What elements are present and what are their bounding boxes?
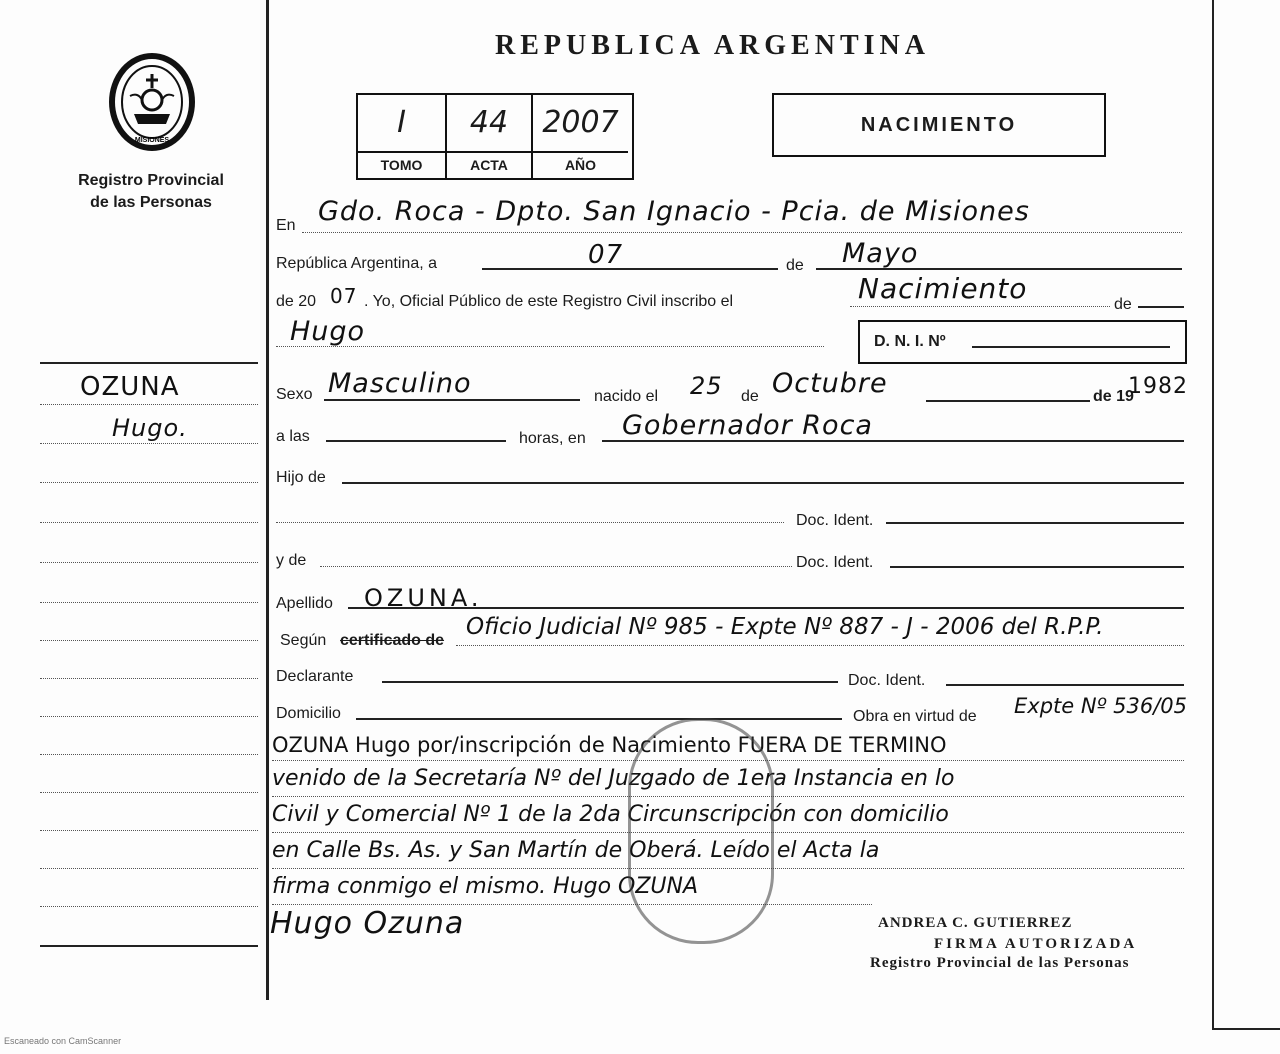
en-label: En bbox=[276, 217, 296, 234]
side-surname: OZUNA bbox=[80, 372, 180, 402]
inscribo-line bbox=[850, 306, 1110, 307]
segun-label: Según bbox=[280, 632, 327, 649]
anio-cell bbox=[533, 95, 628, 178]
de-line-2 bbox=[1138, 306, 1184, 308]
hijo-label: Hijo de bbox=[276, 469, 326, 486]
domicilio-label: Domicilio bbox=[276, 705, 341, 722]
tomo-value: I bbox=[397, 105, 406, 140]
scanner-note: Escaneado con CamScanner bbox=[4, 1036, 122, 1046]
dni-label: D. N. I. Nº bbox=[874, 333, 946, 350]
declarant-signature: Hugo Ozuna bbox=[270, 906, 465, 941]
en-value: Gdo. Roca - Dpto. San Ignacio - Pcia. de Misiones bbox=[318, 196, 1030, 227]
sexo-value: Masculino bbox=[328, 368, 472, 399]
doc-ident-3: Doc. Ident. bbox=[848, 672, 926, 689]
ledger-line bbox=[40, 522, 258, 523]
acta-label: ACTA bbox=[447, 151, 531, 178]
ledger-line bbox=[40, 792, 258, 793]
doc-ident-2: Doc. Ident. bbox=[796, 554, 874, 571]
apellido-value: OZUNA. bbox=[364, 584, 483, 612]
obra-label: Obra en virtud de bbox=[853, 708, 977, 725]
alas-label: a las bbox=[276, 428, 310, 445]
anio-label: AÑO bbox=[533, 151, 628, 178]
register-box bbox=[356, 93, 634, 180]
office-line-1: Registro Provincial bbox=[78, 172, 224, 189]
official-name: ANDREA C. GUTIERREZ bbox=[878, 915, 1073, 931]
ledger-line bbox=[40, 404, 258, 405]
office-line-2: de las Personas bbox=[90, 194, 212, 211]
nacido-label: nacido el bbox=[594, 388, 659, 405]
hijo-line-2 bbox=[276, 522, 784, 523]
ledger-line bbox=[40, 562, 258, 563]
tomo-cell bbox=[358, 95, 447, 178]
ledger-line bbox=[40, 482, 258, 483]
de-label: de bbox=[786, 257, 804, 274]
tomo-label: TOMO bbox=[358, 151, 445, 178]
declarante-label: Declarante bbox=[276, 668, 354, 685]
doc-ident-2-line bbox=[890, 566, 1184, 568]
apellido-label: Apellido bbox=[276, 595, 333, 612]
right-page-edge bbox=[1212, 0, 1214, 1030]
nacido-year-value: 1982 bbox=[1128, 374, 1188, 399]
page-title: REPUBLICA ARGENTINA bbox=[495, 30, 930, 61]
dni-box bbox=[858, 320, 1187, 364]
left-column-rule bbox=[40, 362, 258, 364]
left-column-divider bbox=[266, 0, 269, 1000]
mes-value: Mayo bbox=[842, 238, 919, 269]
doc-ident-1: Doc. Ident. bbox=[796, 512, 874, 529]
note-line-1: OZUNA Hugo por/inscripción de Nacimiento FUERA DE TERMINO bbox=[272, 733, 947, 757]
ledger-line bbox=[40, 640, 258, 641]
official-seal-stamp bbox=[628, 718, 774, 944]
note-line-5: firma conmigo el mismo. Hugo OZUNA bbox=[272, 874, 699, 899]
hijo-line bbox=[342, 482, 1184, 484]
left-column-bottom-rule bbox=[40, 945, 258, 947]
dia-value: 07 bbox=[588, 240, 624, 270]
anio-value: 2007 bbox=[542, 105, 619, 140]
nacido-dia: 25 bbox=[690, 372, 723, 400]
y-de-line bbox=[320, 566, 792, 567]
ledger-line bbox=[40, 602, 258, 603]
nombre-value: Hugo bbox=[290, 316, 366, 347]
official-org: Registro Provincial de las Personas bbox=[870, 955, 1130, 971]
ledger-line bbox=[40, 716, 258, 717]
ledger-line bbox=[40, 754, 258, 755]
crest-label: MISIONES bbox=[134, 137, 170, 144]
segun-value: Oficio Judicial Nº 985 - Expte Nº 887 - J - 2006 del R.P.P. bbox=[466, 614, 1104, 640]
nacido-year-label: de 19 bbox=[1093, 388, 1134, 405]
official-signature-block bbox=[870, 915, 1137, 972]
ledger-line bbox=[40, 678, 258, 679]
y-de-label: y de bbox=[276, 552, 307, 569]
ledger-line bbox=[40, 443, 258, 444]
segun-line bbox=[456, 645, 1184, 646]
acta-cell bbox=[447, 95, 533, 178]
alas-line bbox=[326, 440, 506, 442]
nacido-mes: Octubre bbox=[772, 368, 888, 399]
issuing-office bbox=[40, 170, 262, 214]
nacido-line bbox=[926, 400, 1090, 402]
domicilio-line bbox=[356, 718, 842, 720]
record-type-box: NACIMIENTO bbox=[772, 93, 1106, 157]
ledger-line bbox=[40, 830, 258, 831]
obra-value: Expte Nº 536/05 bbox=[1014, 694, 1188, 718]
sexo-line bbox=[324, 399, 580, 401]
bottom-edge bbox=[1212, 1028, 1280, 1030]
ledger-line bbox=[40, 906, 258, 907]
year-prefix: de 20 bbox=[276, 293, 317, 310]
yo-text: . Yo, Oficial Público de este Registro Civil inscribo el bbox=[364, 293, 734, 310]
dia-line bbox=[482, 268, 778, 270]
provincial-crest-icon bbox=[108, 52, 196, 152]
de-label-2: de bbox=[1114, 296, 1132, 313]
lugar-value: Gobernador Roca bbox=[622, 410, 873, 441]
dni-line bbox=[972, 346, 1170, 348]
horas-label: horas, en bbox=[519, 430, 586, 447]
inscribo-value: Nacimiento bbox=[858, 272, 1028, 305]
note-line-4: en Calle Bs. As. y San Martín de Oberá. Leído el Acta la bbox=[272, 838, 880, 863]
year-value: 07 bbox=[330, 284, 358, 308]
ledger-line bbox=[40, 868, 258, 869]
en-line bbox=[302, 232, 1182, 233]
doc-ident-1-line bbox=[886, 522, 1184, 524]
sexo-label: Sexo bbox=[276, 386, 313, 403]
doc-ident-3-line bbox=[946, 684, 1184, 686]
note-line-2: venido de la Secretaría Nº del Juzgado de 1era Instancia en lo bbox=[272, 766, 955, 791]
acta-value: 44 bbox=[469, 105, 509, 140]
side-given-name: Hugo. bbox=[112, 414, 188, 442]
republica-label: República Argentina, a bbox=[276, 255, 437, 272]
nacido-de: de bbox=[741, 388, 759, 405]
certificado-struck: certificado de bbox=[340, 632, 445, 649]
declarante-line bbox=[382, 681, 838, 683]
note-rule-5 bbox=[272, 904, 872, 905]
official-role: FIRMA AUTORIZADA bbox=[934, 936, 1138, 952]
note-line-3: Civil y Comercial Nº 1 de la 2da Circunscripción con domicilio bbox=[272, 802, 949, 827]
